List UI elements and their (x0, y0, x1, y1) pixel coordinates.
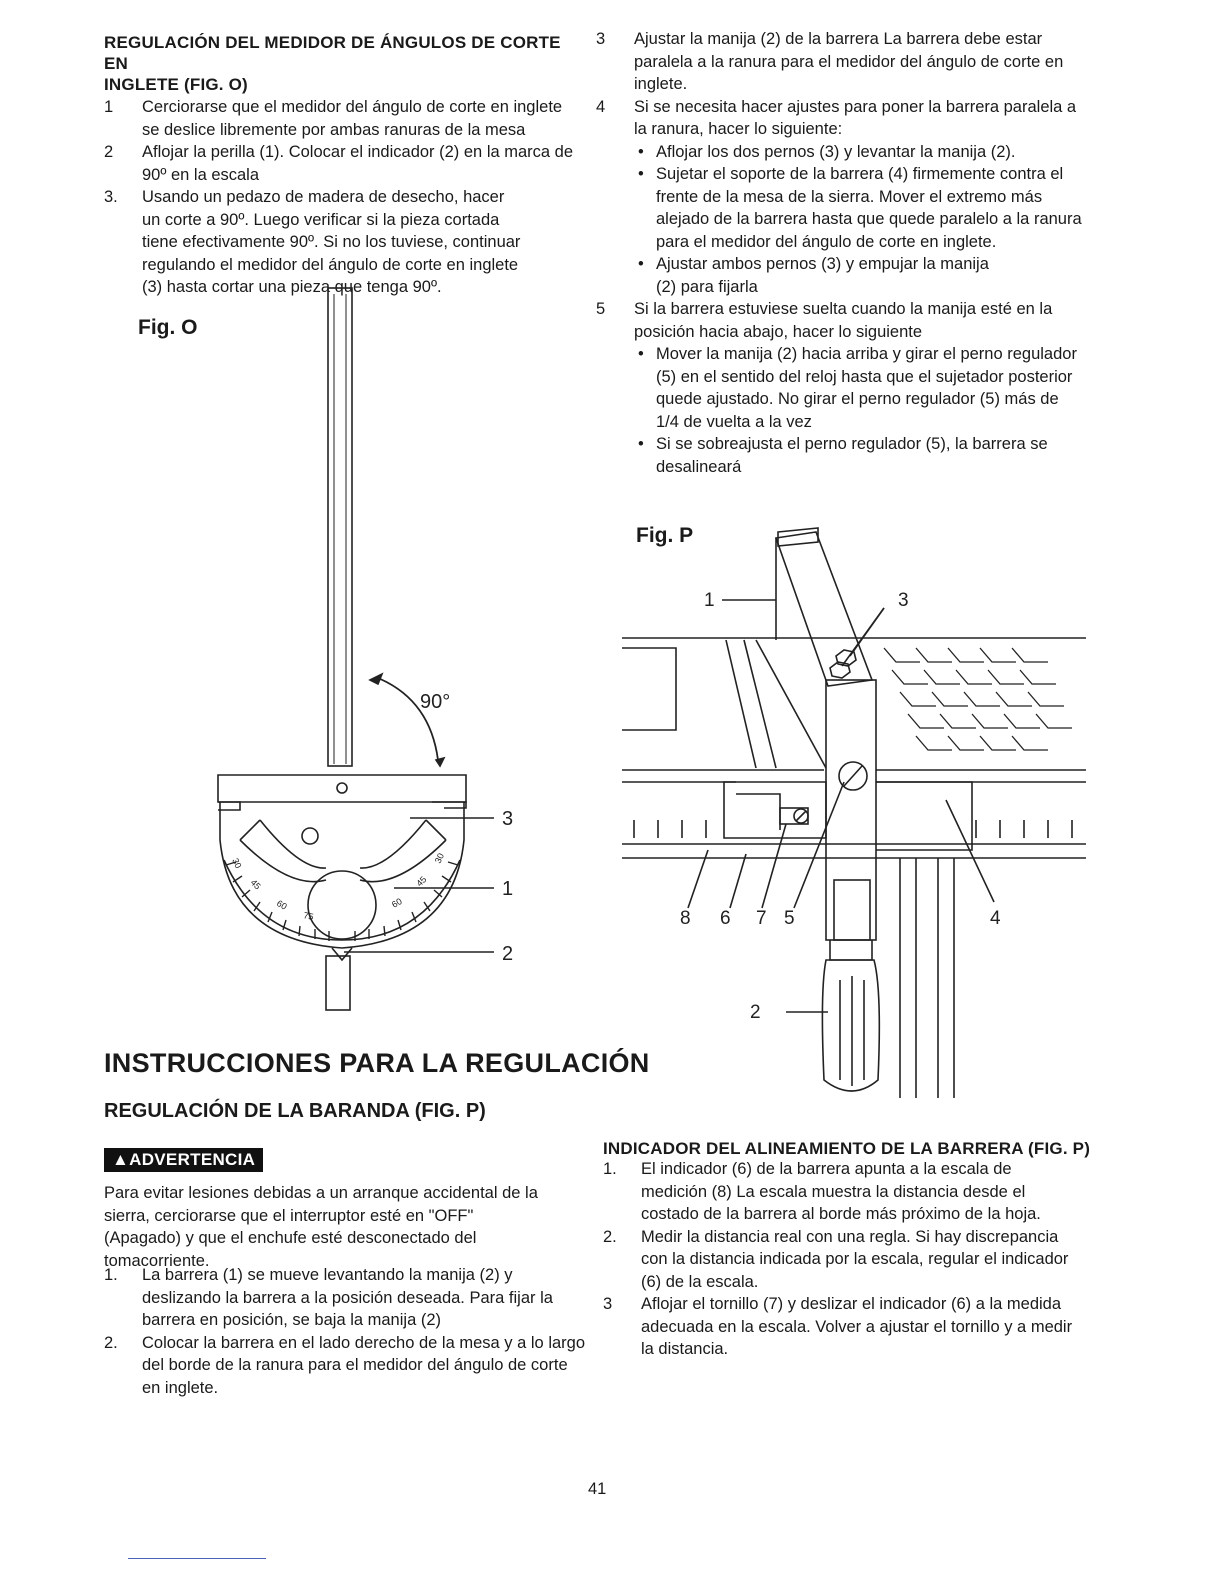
callout-1: 1 (704, 590, 715, 611)
callout-2: 2 (750, 1002, 761, 1023)
list-item: 2 Aflojar la perilla (1). Colocar el indicador (2) en la marca de 90º en la escala (104, 143, 574, 184)
list-item: 4 Si se necesita hacer ajustes para poner la barrera paralela a la ranura, hacer lo siguiente: (596, 97, 1077, 138)
miter-bar (328, 288, 352, 766)
bottom-rule (128, 1558, 266, 1559)
callout-6: 6 (720, 908, 731, 929)
fence-bracket (724, 782, 826, 838)
step4-bullets (596, 141, 1082, 299)
gauge-head (218, 775, 466, 802)
bullet-item: • Si se sobreajusta el perno regulador (5), la barrera se desalineará (634, 433, 1082, 478)
angle-label: 90° (420, 691, 451, 713)
miter-bar-lower (326, 956, 350, 1010)
callout-1: 1 (502, 878, 514, 900)
callout-2: 2 (502, 943, 514, 965)
list-item: 2. Medir la distancia real con una regla. Si hay discrepancia con la distancia indicada por la escala, regular el indicador (6) de la escala. (603, 1227, 1069, 1291)
list-item: 1. La barrera (1) se mueve levantando la manija (2) y deslizando la barrera a la posición deseada. Para fijar la barrera en posición, se baja la manija (2) (104, 1266, 553, 1329)
miter-gauge-section (104, 32, 584, 299)
bullet-item: • Mover la manija (2) hacia arriba y girar el perno regulador (5) en el sentido del reloj hasta que el sujetador posterior quede ajustado. No girar el perno regulador (5) más de 1/4 de vuelta a la vez (634, 343, 1082, 433)
fence-handle (822, 960, 879, 1091)
callout-7: 7 (756, 908, 767, 929)
instructions-title: INSTRUCCIONES PARA LA REGULACIÓN (104, 1048, 650, 1078)
indicator-steps (603, 1158, 1081, 1361)
fence-rail (776, 532, 872, 686)
callout-5: 5 (784, 908, 795, 929)
list-item: 1 Cerciorarse que el medidor del ángulo de corte en inglete se deslice libremente por ambas ranuras de la mesa (104, 98, 563, 139)
list-item: 5 Si la barrera estuviese suelta cuando la manija esté en la posición hacia abajo, hacer lo siguiente (596, 300, 1053, 341)
fence-section-title: REGULACIÓN DE LA BARANDA (FIG. P) (104, 1100, 486, 1122)
scale-mark: 75 (302, 910, 315, 923)
callout-4: 4 (990, 908, 1001, 929)
fence-steps (104, 1264, 590, 1399)
callout-3: 3 (502, 808, 514, 830)
scale-mark: 30 (432, 851, 447, 865)
fig-o-label: Fig. O (138, 316, 198, 339)
page-number: 41 (588, 1480, 607, 1498)
scale-mark: 45 (414, 874, 429, 889)
fence-adjust-steps (596, 28, 1082, 478)
scale-mark: 60 (390, 896, 404, 910)
scale-mark: 45 (248, 877, 263, 892)
fig-p-fence-diagram (616, 520, 1102, 1110)
list-item: 3 Ajustar la manija (2) de la barrera La barrera debe estar paralela a la ranura para el medidor del ángulo de corte en inglete. (596, 30, 1064, 93)
warning-badge: ▲ADVERTENCIA (104, 1148, 263, 1172)
indicator-heading: INDICADOR DEL ALINEAMIENTO DE LA BARRERA (FIG. P) (603, 1139, 1091, 1158)
bullet-item: • Sujetar el soporte de la barrera (4) firmemente contra el frente de la mesa de la sierra. Mover el extremo más alejado de la barrera hasta que quede paralelo a la ranura para el medidor del ángulo de corte en inglete. (634, 163, 1082, 253)
miter-gauge-heading: REGULACIÓN DEL MEDIDOR DE ÁNGULOS DE CORTE EN INGLETE (FIG. O) (104, 33, 561, 94)
list-item: 2. Colocar la barrera en el lado derecho de la mesa y a lo largo del borde de la ranura para el medidor del ángulo de corte en inglete. (104, 1333, 586, 1397)
list-item: 3. Usando un pedazo de madera de desecho, hacer un corte a 90º. Luego verificar si la pieza cortada tiene efectivamente 90º. Si no los tuviese, continuar regulando el medidor del ángulo de corte en inglete (3) hasta cortar una pieza que tenga 90º. (104, 188, 521, 296)
callout-3: 3 (898, 590, 909, 611)
callout-8: 8 (680, 908, 691, 929)
miter-gauge-steps (104, 96, 584, 299)
step5-bullets (596, 343, 1082, 478)
list-item: 3 Aflojar el tornillo (7) y deslizar el indicador (6) a la medida adecuada en la escala. Volver a ajustar el tornillo y a medir la distancia. (603, 1295, 1073, 1358)
fig-o-miter-gauge-diagram (200, 280, 540, 1020)
fig-p-label: Fig. P (636, 524, 694, 547)
warning-text: Para evitar lesiones debidas a un arranque accidental de la sierra, cerciorarse que el interruptor esté en "OFF" (Apagado) y que el enchufe esté desconectado del tomacorriente. (104, 1184, 538, 1270)
scale-ticks (226, 862, 458, 941)
lock-knob (308, 871, 376, 939)
bullet-item: • Ajustar ambos pernos (3) y empujar la manija (2) para fijarla (634, 253, 1082, 298)
scale-mark: 60 (275, 898, 289, 912)
measuring-scale-ticks (634, 820, 1072, 838)
bullet-item: • Aflojar los dos pernos (3) y levantar la manija (2). (634, 141, 1082, 164)
list-item: 1. El indicador (6) de la barrera apunta a la escala de medición (8) La escala muestra la distancia desde el costado de la barrera al borde más próximo de la hoja. (603, 1160, 1041, 1223)
table-pattern (884, 648, 1072, 750)
scale-mark: 30 (230, 856, 244, 870)
warning-icon: ▲ (112, 1150, 130, 1169)
